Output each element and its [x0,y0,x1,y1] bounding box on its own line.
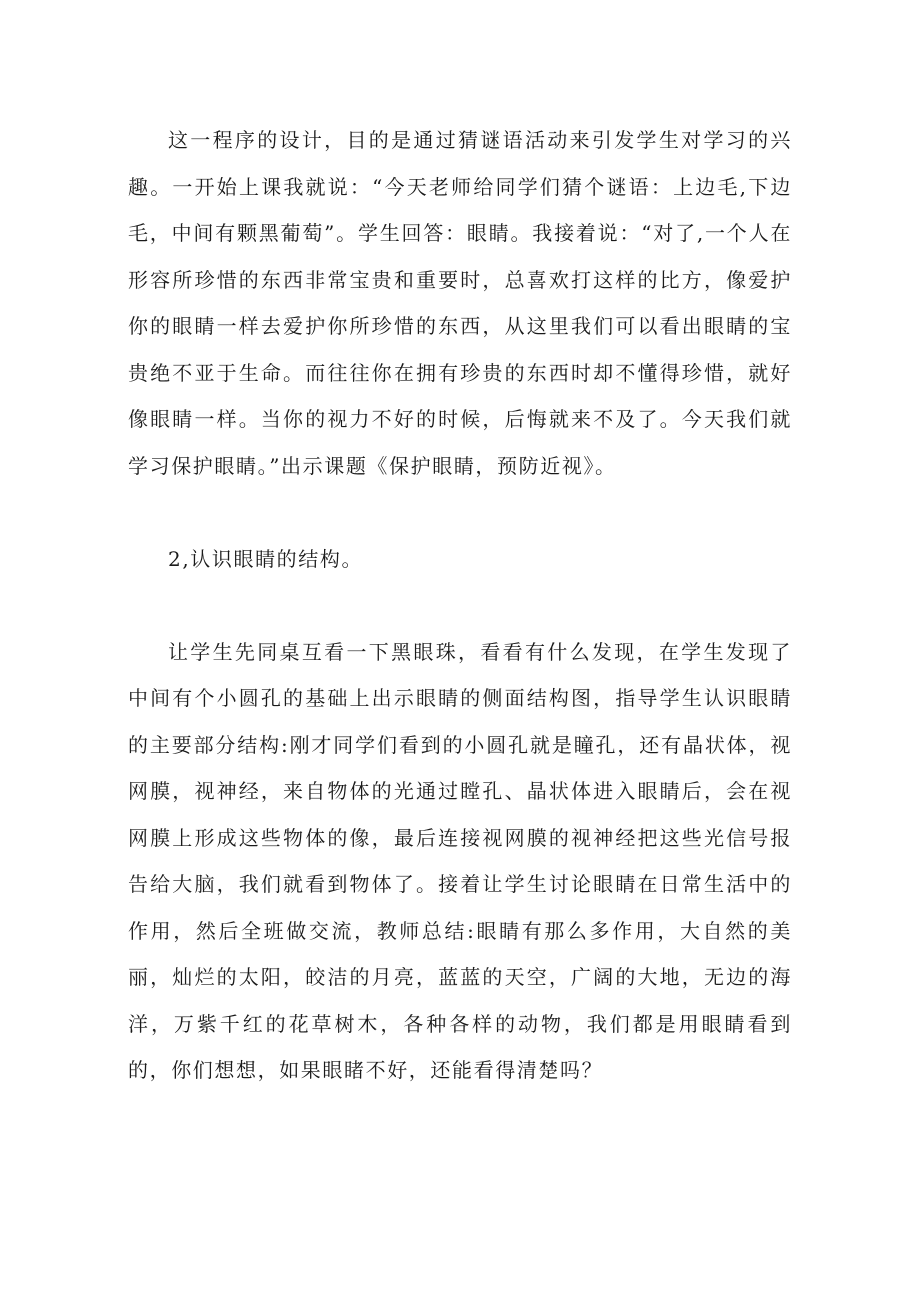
paragraph-riddle-intro: 这一程序的设计，目的是通过猜谜语活动来引发学生对学习的兴趣。一开始上课我就说：“今天老师给同学们猜个谜语：上边毛,下边毛，中间有颗黑葡萄”。学生回答：眼睛。我接着说：“对了,一个人在形容所珍惜的东西非常宝贵和重要时，总喜欢打这样的比方，像爱护你的眼睛一样去爱护你所珍惜的东西，从这里我们可以看出眼睛的宝贵绝不亚于生命。而往往你在拥有珍贵的东西时却不懂得珍惜，就好像眼睛一样。当你的视力不好的时候，后悔就来不及了。今天我们就学习保护眼睛。”出示课题《保护眼睛，预防近视》。 [128,128,792,478]
paragraph-spacer [128,582,792,629]
paragraph-spacer [128,489,792,536]
paragraph-eye-structure: 让学生先同桌互看一下黑眼珠，看看有什么发现，在学生发现了中间有个小圆孔的基础上出示眼睛的侧面结构图，指导学生认识眼睛的主要部分结构:刚才同学们看到的小圆孔就是瞳孔，还有晶状体，视网膜，视神经，来自物体的光通过瞠孔、晶状体进入眼睛后，会在视网膜上形成这些物体的像，最后连接视网膜的视神经把这些光信号报告给大脑，我们就看到物体了。接着让学生讨论眼睛在日常生活中的作用，然后全班做交流，教师总结:眼睛有那么多作用，大自然的美丽，灿烂的太阳，皎洁的月亮，蓝蓝的天空，广阔的大地，无边的海洋，万紫千红的花草树木，各种各样的动物，我们都是用眼睛看到的，你们想想，如果眼睹不好，还能看得清楚吗？ [128,639,792,1082]
section-heading-eye-structure: 2,认识眼睛的结构。 [168,546,364,571]
document-body [128,117,792,1094]
